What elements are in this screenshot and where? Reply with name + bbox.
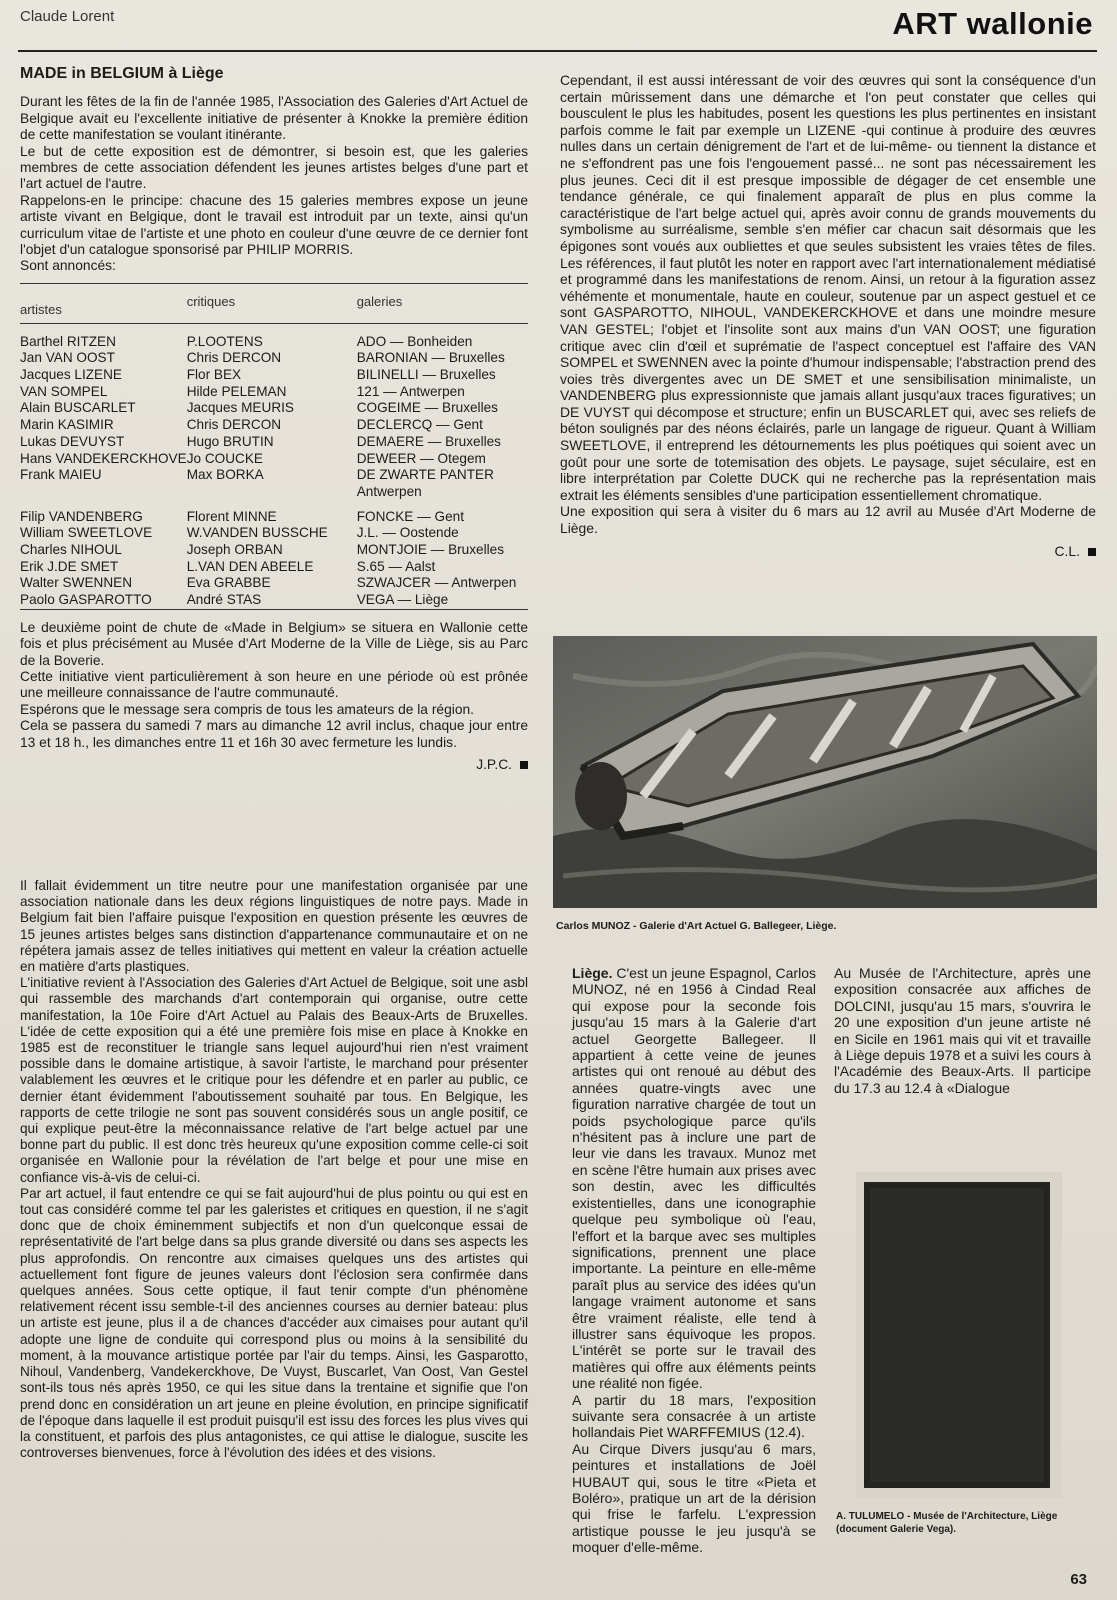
article1-intro-2: Le but de cette exposition est de démontrer, si besoin est, que les galeries membres de cette association défendent les jeunes artistes belges d'une part et l'art actuel de l'autre.	[20, 143, 528, 192]
article1-outro-3: Espérons que le message sera compris de tous les amateurs de la région.	[20, 701, 475, 717]
artist-cell: Alain BUSCARLET	[20, 400, 136, 416]
gallery-cell: SZWAJCER — Antwerpen	[356, 575, 517, 591]
critic-cell: Hilde PELEMAN	[186, 383, 287, 399]
table-row	[20, 575, 528, 592]
header-rule	[18, 50, 1097, 52]
critic-cell: Max BORKA	[186, 467, 264, 483]
critic-cell: W.VANDEN BUSSCHE	[186, 525, 328, 541]
article1-intro-1: Durant les fêtes de la fin de l'année 1985, l'Association des Galeries d'Art Actuel de Belgique avait eu l'excellente initiative de présenter à Knokke la première édition de cette manifestation se voulant itinérante.	[20, 94, 528, 143]
tulumelo-painting	[856, 1172, 1062, 1498]
article1-intro-3: Rappelons-en le principe: chacune des 15 galeries membres expose un jeune artiste vivant en Belgique, dont le travail est introduit par un texte, ainsi qu'un curriculum vitae de l'artiste et une photo en couleur d'une œuvre de ce dernier font l'objet d'un catalogue sponsorisé par PHILIP MORRIS.	[20, 192, 528, 258]
table-row	[20, 367, 528, 384]
gallery-cell: ADO — Bonheiden	[356, 333, 473, 349]
gallery-cell: J.L. — Oostende	[356, 525, 459, 541]
gallery-cell: BILINELLI — Bruxelles	[356, 366, 496, 382]
artist-cell: Charles NIHOUL	[20, 542, 122, 558]
critic-cell: Flor BEX	[186, 366, 242, 382]
table-row	[20, 484, 528, 501]
gallery-cell: Antwerpen	[356, 483, 422, 499]
artist-cell: William SWEETLOVE	[20, 525, 153, 541]
artist-cell: Jacques LIZENE	[20, 366, 122, 382]
liege-lead: Liège.	[572, 965, 613, 981]
artist-cell: Frank MAIEU	[20, 467, 102, 483]
artist-cell: Paolo GASPAROTTO	[20, 592, 152, 608]
article2-right-text: Cependant, il est aussi intéressant de voir des œuvres qui sont la conséquence d'un certain mûrissement dans une démarche et l'on peut constater que celles qui bousculent le plus les habitudes, posent les questions les plus pertinentes en insistant parfois comme le fait par exemple un LIZENE -qui continue à produire des œuvres nulles dans un certain dénigrement de l'art et de lui-même- ou tiennent la distance et ne s'effondrent pas une fois l'engouement passé... ne sont pas nécessairement les plus jeunes. Ceci dit il est presque impossible de dégager de cet ensemble une tendance générale, ce qui finalement apparaît de plus en plus comme la caractéristique de l'art belge actuel qui, après avoir connu de grands mouvements du symbolisme au surréalisme, semble s'en méfier car chacun sait désormais que les épigones sont voués aux oubliettes et que seules subsistent les vraies têtes de files. Les références, il faut plutôt les noter en rapport avec l'art internationalement médiatisé et programmé dans les manifestations de renom. Ainsi, un retour à la figuration assez véhémente et monumentale, haute en couleur, soutenue par un aspect gestuel et ce sont GASPAROTTO, NIHOUL, VANDEKERCKHOVE et dans une moindre mesure VAN GESTEL; l'objet et l'insolite sont aux mains d'un VAN OOST; une figuration critique avec clin d'œil et suprématie de l'aspect conceptuel est l'affaire des VAN SOMPEL et SWENNEN avec la pointe d'humour indispensable; l'abstraction prend des voies très divergentes avec un DE SMET et une sensibilisation minimaliste, un VANDENBERG plus expressionniste que jamais allant jusqu'aux traces figuratives; un DE VUYST qui décompose et structure; enfin un BUSCARLET qui, avec ses reliefs de béton soulignés par des néons éclairés, parle un langage de rigueur. Quant à William SWEETLOVE, il entreprend les détournements les plus poétiques qui soient avec un goût pour une sorte de totemisation des objets. Le paysage, sujet séculaire, est en libre interprétation par Colette DUCK qui ne recherche pas la représentation mais extrait les éléments sensibles d'une participation essentiellement chromatique.	[560, 72, 1096, 503]
artist-cell: Hans VANDEKERCKHOVE	[20, 450, 187, 466]
article2-paragraph-3: Par art actuel, il faut entendre ce qui se fait aujourd'hui de plus pointu ou qui est en tout cas considéré comme tel par les galeristes et critiques en question, il ne s'agit donc que de choix éminemment subjectifs et non d'un quelconque essai de représentativité de l'art belge dans sa plus grande diversité ou dans ses aspects les plus approfondis. On rencontre aux cimaises quelques uns des artistes qui actuellement font figure de jeunes valeurs dont l'éclosion sera confirmée dans quelques années. Sous cette optique, il faut tenir compte d'un phénomène relativement récent issu semble-t-il des anciennes courses au dernier bateau: plus un artiste est jeune, plus il a de chances d'accéder aux cimaises pour autant qu'il adopte une ligne de conduite qui correspond plus ou moins à la sensibilité du moment, à la mouvance artistique portée par l'air du temps. Ainsi, les Gasparotto, Nihoul, Vandenberg, Vandekerckhove, De Vuyst, Buscarlet, Van Oost, Van Gestel sont-ils tous nés après 1950, ce qui les situe dans la trentaine et signifie que l'on prend donc en considération un art jeune en pleine évolution, en principe significatif de l'époque dans laquelle il est produit puisqu'il est issu des forces les plus vives qui la constituent, et parfois des plus antagonistes, ce qui attise le dialogue, suscite les controverses bienvenues, force à l'évolution des idées et des visions.	[20, 1185, 528, 1461]
article1-outro-1: Le deuxième point de chute de «Made in Belgium» se situera en Wallonie cette fois et plus précisément au Musée d'Art Moderne de la Ville de Liège, sis au Parc de la Boverie.	[20, 619, 528, 668]
header-galleries: galeries	[356, 293, 403, 309]
critic-cell: Eva GRABBE	[186, 575, 271, 591]
artist-cell: Erik J.DE SMET	[20, 558, 119, 574]
section-title: ART wallonie	[892, 6, 1093, 41]
header-artists: artistes	[20, 301, 62, 317]
artist-cell: Barthel RITZEN	[20, 333, 116, 349]
critic-cell: Florent MINNE	[186, 508, 277, 524]
article2-paragraph-1: Il fallait évidemment un titre neutre pour une manifestation organisée par une association nationale dans les deux régions linguistiques de notre pays. Made in Belgium fait bien l'affaire puisque l'exposition en question présente les œuvres de 15 jeunes artistes belges sans distinction d'appartenance communautaire et on ne répétera jamais assez de telles initiatives qui mettent en valeur la création actuelle en matière d'arts plastiques.	[20, 878, 528, 975]
liege-column-left	[572, 965, 816, 1556]
critic-cell: P.LOOTENS	[186, 333, 263, 349]
article2-signature	[560, 543, 1096, 560]
author-name: Claude Lorent	[20, 8, 115, 25]
article2-right-column	[560, 72, 1096, 559]
liege-column-right	[834, 965, 1091, 1096]
liege-paragraph-1	[572, 965, 816, 1392]
table-row	[20, 501, 528, 526]
article2-left-column	[20, 878, 528, 1461]
table-row	[20, 434, 528, 451]
artist-cell: Marin KASIMIR	[20, 417, 114, 433]
header-critics: critiques	[186, 293, 236, 309]
gallery-cell: COGEIME — Bruxelles	[356, 400, 498, 416]
gallery-cell: DEWEER — Otegem	[356, 450, 486, 466]
artist-cell: Lukas DEVUYST	[20, 433, 125, 449]
page-number: 63	[1070, 1571, 1087, 1588]
carlos-munoz-boat-painting	[553, 636, 1097, 908]
liege-text-1: C'est un jeune Espagnol, Carlos MUNOZ, né en 1956 à Cindad Real qui expose pour la seconde fois jusqu'au 15 mars à la Galerie d'art actuel Georgette Ballegeer. Il appartient à cette veine de jeunes artistes qui ont renoué au début des années quatre-vingts avec une figuration narrative chargée de tout un poids psychologique parce qu'ils n'hésitent pas à inclure une part de leur vie dans les travaux. Munoz met en scène l'être humain aux prises avec son destin, avec les difficultés existentielles, dans une iconographie quelque peu symbolique où l'eau, l'effort et la barque avec ses multiples significations, prennent une place importante. La peinture en elle-même paraît plus au service des idées qu'un langage vraiment autonome et sans être vraiment réaliste, elle tend à illustrer sans équivoque les propos. L'intérêt se porte sur le travail des matières qui offre aux éléments peints une réalité non figée.	[572, 965, 816, 1392]
critic-cell: Joseph ORBAN	[186, 542, 283, 558]
critic-cell	[187, 484, 357, 501]
table-row	[20, 542, 528, 559]
artist-cell: Walter SWENNEN	[20, 575, 133, 591]
article1-signature	[20, 757, 528, 773]
artists-table	[20, 283, 528, 610]
critic-cell: Jacques MEURIS	[186, 400, 294, 416]
artist-cell	[20, 484, 187, 501]
table-row	[20, 323, 528, 350]
table-row	[20, 525, 528, 542]
signature-text: J.P.C.	[476, 757, 512, 773]
artist-cell: Filip VANDENBERG	[20, 508, 143, 524]
article1-outro-4: Cela se passera du samedi 7 mars au dimanche 12 avril inclus, chaque jour entre 13 et 18 h., les dimanches entre 11 et 16h 30 avec fermeture les lundis.	[20, 718, 528, 750]
photo1-caption: Carlos MUNOZ - Galerie d'Art Actuel G. Ballegeer, Liège.	[556, 920, 837, 932]
critic-cell: L.VAN DEN ABEELE	[186, 558, 314, 574]
signature-text: C.L.	[1054, 542, 1080, 559]
table-row	[20, 592, 528, 609]
gallery-cell: DECLERCQ — Gent	[356, 417, 483, 433]
article2-paragraph-2: L'initiative revient à l'Association des Galeries d'Art Actuel de Belgique, soit une asbl qui rassemble des marchands d'art contemporain qui organise, outre cette manifestation, la 10e Foire d'Art Actuel au Palais des Beaux-Arts de Bruxelles. L'idée de cette exposition qui a été une première fois mise en place à Knokke en 1985 est de reconstituer le triangle sans lequel aujourd'hui rien n'est vraiment possible dans le domaine artistique, à savoir l'artiste, le marchand pour présenter valablement les œuvres et le critique pour les défendre et en parler au public, ce dernier étant évidemment l'aboutissement souhaité par tous. En Belgique, les rapports de cette trilogie ne sont pas souvent considérés sous un angle positif, ce qui explique peut-être la méconnaissance relative de l'art belge actuel par une bonne part du public. Il est donc très heureux qu'une exposition comme celle-ci soit organisée en Wallonie pour la révélation de l'art belge et pour une mise en confiance vis-à-vis de celui-ci.	[20, 975, 528, 1185]
table-row	[20, 384, 528, 401]
gallery-cell: DEMAERE — Bruxelles	[356, 433, 501, 449]
article1-headline: MADE in BELGIUM à Liège	[20, 65, 224, 82]
gallery-cell: DE ZWARTE PANTER	[356, 467, 494, 483]
gallery-cell: S.65 — Aalst	[356, 558, 436, 574]
article1-column	[20, 66, 528, 773]
critic-cell: Jo COUCKE	[186, 450, 263, 466]
gallery-cell: FONCKE — Gent	[356, 508, 464, 524]
critic-cell: Chris DERCON	[186, 350, 282, 366]
article1-outro-2: Cette initiative vient particulièrement à son heure en une période où est prônée une meilleure connaissance de l'autre communauté.	[20, 669, 528, 701]
article1-intro-4: Sont annoncés:	[20, 258, 116, 274]
article2-right-closing: Une exposition qui sera à visiter du 6 mars au 12 avril au Musée d'Art Moderne de Liège.	[560, 503, 1096, 537]
gallery-cell: BARONIAN — Bruxelles	[356, 350, 505, 366]
critic-cell: Chris DERCON	[186, 417, 282, 433]
liege-paragraph-2: A partir du 18 mars, l'exposition suivante sera consacrée à un artiste hollandais Piet WARFFEMIUS (12.4).	[572, 1391, 816, 1441]
table-row	[20, 417, 528, 434]
liege-paragraph-3: Au Cirque Divers jusqu'au 6 mars, peintures et installations de Joël HUBAUT qui, sous le titre «Pieta et Boléro», pratique un art de la dérision qui frise le farfelu. L'expression artistique pousse le jeu jusqu'à se moquer d'elle-même.	[572, 1440, 816, 1556]
table-row	[20, 400, 528, 417]
gallery-cell: VEGA — Liège	[356, 592, 449, 608]
end-square-icon	[520, 761, 528, 769]
table-row	[20, 467, 528, 484]
table-row	[20, 350, 528, 367]
critic-cell: Hugo BRUTIN	[186, 433, 274, 449]
photo2-caption: A. TULUMELO - Musée de l'Architecture, Liège (document Galerie Vega).	[836, 1511, 1058, 1535]
gallery-cell: 121 — Antwerpen	[356, 383, 465, 399]
liege-paragraph-4: Au Musée de l'Architecture, après une exposition consacrée aux affiches de DOLCINI, jusqu'au 15 mars, s'ouvrira le 20 une exposition d'un jeune artiste né en Sicile en 1961 mais qui vit et travaille à Liège depuis 1978 et a suivi les cours à l'Académie des Beaux-Arts. Il participe du 17.3 au 12.4 à «Dialogue	[834, 965, 1091, 1096]
critic-cell: André STAS	[186, 592, 262, 608]
end-square-icon	[1088, 548, 1096, 556]
artists-table-header	[20, 283, 528, 323]
table-row	[20, 451, 528, 468]
table-row	[20, 559, 528, 576]
gallery-cell: MONTJOIE — Bruxelles	[356, 542, 504, 558]
artist-cell: VAN SOMPEL	[20, 383, 108, 399]
artist-cell: Jan VAN OOST	[20, 350, 115, 366]
